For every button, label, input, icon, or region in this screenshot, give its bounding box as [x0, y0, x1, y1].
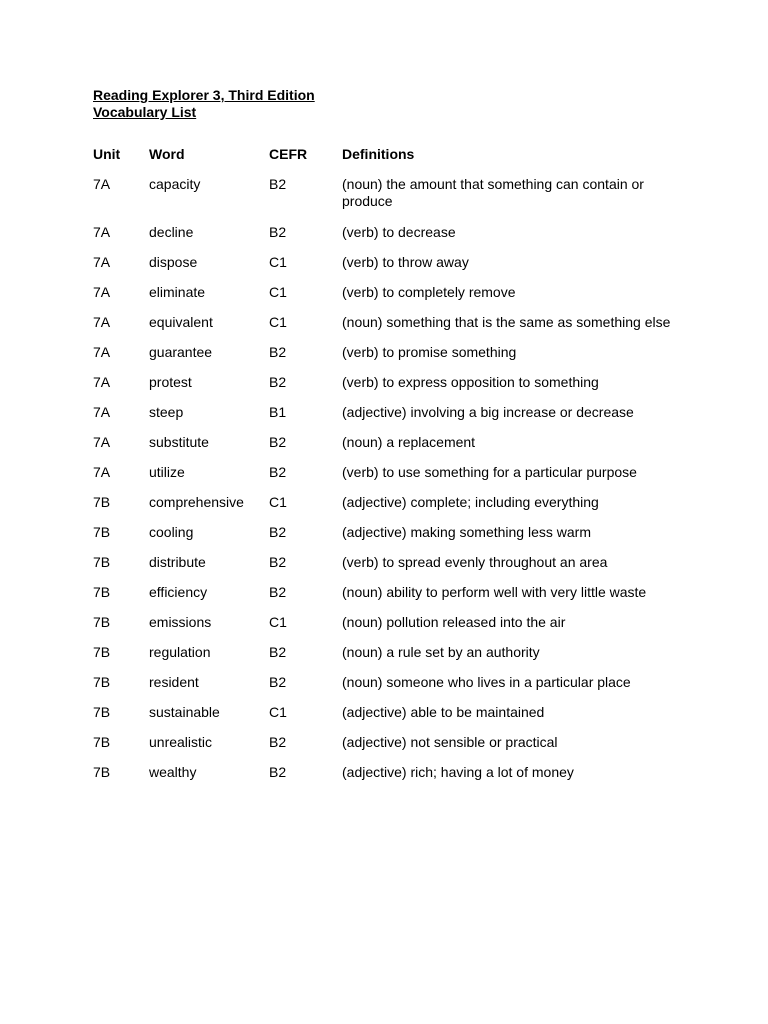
document-title: [93, 87, 315, 121]
cell-cefr: C1: [269, 254, 287, 270]
cell-definition: (adjective) not sensible or practical: [342, 734, 558, 750]
vocabulary-table: [93, 146, 693, 794]
cell-unit: 7B: [93, 734, 111, 750]
cell-definition: (noun) something that is the same as something else: [342, 314, 671, 330]
cell-unit: 7B: [93, 644, 111, 660]
cell-cefr: B2: [269, 674, 287, 690]
cell-definition: (verb) to completely remove: [342, 284, 516, 300]
cell-definition: (verb) to express opposition to something: [342, 374, 599, 390]
header-definitions: Definitions: [342, 146, 415, 162]
cell-cefr: C1: [269, 614, 287, 630]
table-row: [93, 614, 693, 644]
table-row: [93, 374, 693, 404]
cell-word: regulation: [149, 644, 211, 660]
cell-word: guarantee: [149, 344, 213, 360]
cell-cefr: B2: [269, 374, 287, 390]
cell-cefr: B2: [269, 464, 287, 480]
cell-definition: (noun) someone who lives in a particular place: [342, 674, 631, 690]
cell-unit: 7A: [93, 284, 111, 300]
cell-word: resident: [149, 674, 199, 690]
cell-unit: 7A: [93, 314, 111, 330]
cell-definition: (noun) a replacement: [342, 434, 476, 450]
table-row: [93, 344, 693, 374]
table-row: [93, 224, 693, 254]
cell-unit: 7B: [93, 674, 111, 690]
cell-word: eliminate: [149, 284, 206, 300]
cell-cefr: C1: [269, 494, 287, 510]
table-row: [93, 464, 693, 494]
cell-unit: 7B: [93, 614, 111, 630]
table-row: [93, 584, 693, 614]
cell-unit: 7A: [93, 344, 111, 360]
cell-unit: 7A: [93, 254, 111, 270]
cell-word: decline: [149, 224, 194, 240]
cell-cefr: B1: [269, 404, 287, 420]
table-row: [93, 764, 693, 794]
table-row: [93, 404, 693, 434]
cell-word: steep: [149, 404, 184, 420]
cell-cefr: B2: [269, 584, 287, 600]
cell-unit: 7A: [93, 434, 111, 450]
cell-definition: (noun) ability to perform well with very little waste: [342, 584, 647, 600]
cell-definition: (verb) to throw away: [342, 254, 469, 270]
cell-unit: 7A: [93, 464, 111, 480]
cell-unit: 7B: [93, 554, 111, 570]
cell-word: comprehensive: [149, 494, 244, 510]
cell-cefr: B2: [269, 644, 287, 660]
cell-cefr: B2: [269, 524, 287, 540]
header-unit: Unit: [93, 146, 121, 162]
table-row: [93, 494, 693, 524]
cell-cefr: B2: [269, 344, 287, 360]
cell-definition: (verb) to promise something: [342, 344, 517, 360]
cell-definition: (noun) a rule set by an authority: [342, 644, 540, 660]
cell-cefr: B2: [269, 224, 287, 240]
cell-unit: 7B: [93, 704, 111, 720]
title-line-1: Reading Explorer 3, Third Edition: [93, 87, 315, 103]
cell-unit: 7A: [93, 374, 111, 390]
cell-definition: (adjective) involving a big increase or decrease: [342, 404, 634, 420]
table-row: [93, 524, 693, 554]
table-row: [93, 734, 693, 764]
cell-cefr: B2: [269, 764, 287, 780]
cell-word: protest: [149, 374, 192, 390]
table-row: [93, 674, 693, 704]
cell-definition: (adjective) able to be maintained: [342, 704, 545, 720]
cell-word: utilize: [149, 464, 185, 480]
cell-definition: (noun) the amount that something can contain or produce: [342, 176, 644, 209]
cell-unit: 7A: [93, 404, 111, 420]
cell-word: substitute: [149, 434, 209, 450]
table-row: [93, 644, 693, 674]
cell-word: capacity: [149, 176, 201, 192]
cell-definition: (verb) to decrease: [342, 224, 456, 240]
cell-word: equivalent: [149, 314, 213, 330]
cell-unit: 7B: [93, 494, 111, 510]
cell-definition: (verb) to spread evenly throughout an area: [342, 554, 608, 570]
cell-word: wealthy: [149, 764, 197, 780]
cell-unit: 7A: [93, 176, 111, 192]
cell-word: unrealistic: [149, 734, 213, 750]
table-row: [93, 434, 693, 464]
cell-definition: (adjective) rich; having a lot of money: [342, 764, 574, 780]
cell-unit: 7B: [93, 584, 111, 600]
cell-definition: (noun) pollution released into the air: [342, 614, 566, 630]
table-row: [93, 704, 693, 734]
cell-cefr: C1: [269, 284, 287, 300]
header-cefr: CEFR: [269, 146, 308, 162]
table-header-row: [93, 146, 693, 176]
cell-cefr: C1: [269, 314, 287, 330]
cell-word: distribute: [149, 554, 206, 570]
cell-definition: (adjective) making something less warm: [342, 524, 591, 540]
table-row: [93, 314, 693, 344]
cell-definition: (adjective) complete; including everything: [342, 494, 599, 510]
cell-unit: 7A: [93, 224, 111, 240]
cell-word: efficiency: [149, 584, 208, 600]
table-row: [93, 554, 693, 584]
cell-unit: 7B: [93, 764, 111, 780]
cell-word: cooling: [149, 524, 194, 540]
table-row: [93, 254, 693, 284]
table-row: [93, 284, 693, 314]
cell-cefr: B2: [269, 176, 287, 192]
title-line-2: Vocabulary List: [93, 104, 197, 120]
cell-word: sustainable: [149, 704, 220, 720]
cell-unit: 7B: [93, 524, 111, 540]
cell-cefr: B2: [269, 734, 287, 750]
cell-cefr: C1: [269, 704, 287, 720]
cell-definition: (verb) to use something for a particular purpose: [342, 464, 637, 480]
table-row: [93, 176, 693, 224]
cell-cefr: B2: [269, 554, 287, 570]
header-word: Word: [149, 146, 185, 162]
cell-word: emissions: [149, 614, 212, 630]
cell-word: dispose: [149, 254, 198, 270]
cell-cefr: B2: [269, 434, 287, 450]
